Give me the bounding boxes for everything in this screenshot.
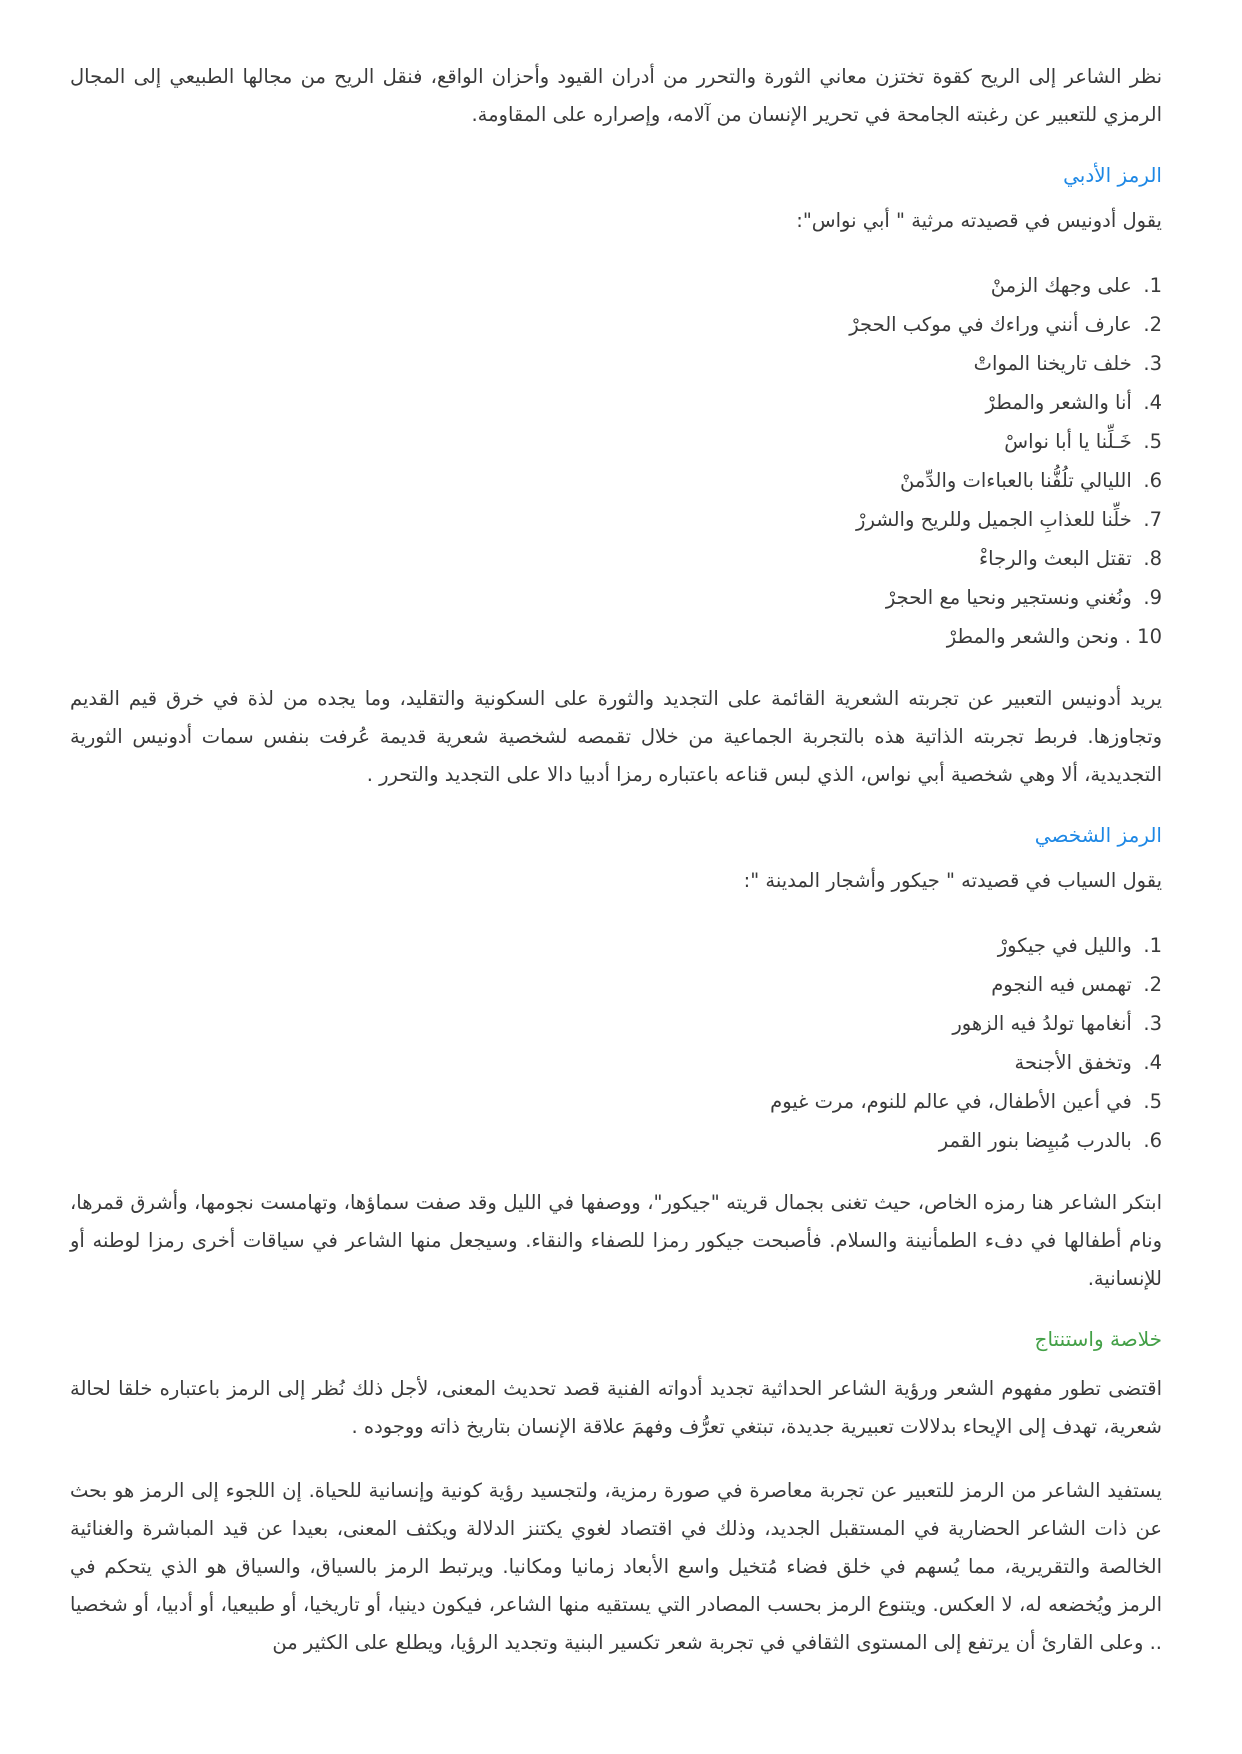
- line-number: 3.: [1143, 1012, 1162, 1035]
- line-text: أنغامها تولدُ فيه الزهور: [952, 1012, 1132, 1035]
- line-text: وتخفق الأجنحة: [1014, 1051, 1132, 1074]
- poem-line: [70, 422, 1162, 461]
- poem-sayyab-list: [70, 926, 1162, 1160]
- line-number: 6.: [1143, 1129, 1162, 1152]
- line-number: 1.: [1143, 934, 1162, 957]
- line-number: 2.: [1143, 973, 1162, 996]
- line-text: الليالي تلُفُّنا بالعباءات والدِّمنْ: [900, 469, 1132, 492]
- line-text: خَـلِّنا يا أبا نواسْ: [1004, 430, 1132, 453]
- poem-line: [70, 539, 1162, 578]
- paragraph-jaykur-analysis: ابتكر الشاعر هنا رمزه الخاص، حيث تغنى بجمال قريته "جيكور"، ووصفها في الليل وقد صفت سماؤها، وتهامست نجومها، وأشرق قمرها، ونام أطفالها في دفء الطمأنينة والسلام. فأصبحت جيكور رمزا للصفاء والنقاء. وسيجعل منها الشاعر في سياقات أخرى رمزا لوطنه أو للإنسانية.: [70, 1191, 1162, 1290]
- heading-conclusion: خلاصة واستنتاج: [1034, 1327, 1162, 1351]
- line-text: خلف تاريخنا المواتْ: [973, 352, 1132, 375]
- line-text: تهمس فيه النجوم: [991, 973, 1132, 996]
- line-number: 2.: [1143, 313, 1162, 336]
- poem-line: [70, 266, 1162, 305]
- line-text: والليل في جيكورْ: [997, 934, 1132, 957]
- poem-line: [70, 461, 1162, 500]
- poem-line: [70, 344, 1162, 383]
- line-number: 1.: [1143, 274, 1162, 297]
- line-number: 4.: [1143, 1051, 1162, 1074]
- line-text: ونُغني ونستجير ونحيا مع الحجرْ: [885, 586, 1132, 609]
- line-text: عارف أنني وراءك في موكب الحجرْ: [849, 313, 1132, 336]
- line-number: 5.: [1143, 430, 1162, 453]
- line-number: 5.: [1143, 1090, 1162, 1113]
- line-number: 3.: [1143, 352, 1162, 375]
- line-text: في أعين الأطفال، في عالم للنوم، مرت غيوم: [770, 1090, 1132, 1113]
- poem-line: [70, 1082, 1162, 1121]
- intro-sayyab-poem: يقول السياب في قصيدته " جيكور وأشجار المدينة ":: [743, 869, 1162, 892]
- line-number: 8.: [1143, 547, 1162, 570]
- heading-personal-symbol: الرمز الشخصي: [1034, 823, 1162, 847]
- paragraph-wind-symbol: نظر الشاعر إلى الريح كقوة تختزن معاني الثورة والتحرر من أدران القيود وأحزان الواقع، فنقل الريح من مجالها الطبيعي إلى المجال الرمزي للتعبير عن رغبته الجامحة في تحرير الإنسان من آلامه، وإصراره على المقاومة.: [70, 65, 1162, 126]
- line-text: أنا والشعر والمطرْ: [985, 391, 1132, 414]
- intro-adonis-poem: يقول أدونيس في قصيدته مرثية " أبي نواس":: [796, 209, 1162, 232]
- paragraph-conclusion-1: اقتضى تطور مفهوم الشعر ورؤية الشاعر الحداثية تجديد أدواته الفنية قصد تحديث المعنى، لأجل ذلك نُظر إلى الرمز باعتباره خلقا لحالة شعرية، تهدف إلى الإيحاء بدلالات تعبيرية جديدة، تبتغي تعرُّف وفهمَ علاقة الإنسان بتاريخ ذاته ووجوده .: [70, 1377, 1162, 1438]
- poem-line: [70, 617, 1162, 656]
- line-number: 6.: [1143, 469, 1162, 492]
- poem-line: [70, 500, 1162, 539]
- line-text: خلِّنا للعذابِ الجميل وللريح والشررْ: [856, 508, 1132, 531]
- line-text: على وجهك الزمنْ: [990, 274, 1132, 297]
- line-text: بالدرب مُبيِضا بنور القمر: [938, 1129, 1132, 1152]
- paragraph-conclusion-2: يستفيد الشاعر من الرمز للتعبير عن تجربة معاصرة في صورة رمزية، ولتجسيد رؤية كونية وإنسانية للحياة. إن اللجوء إلى الرمز هو بحث عن ذات الشاعر الحضارية في المستقبل الجديد، وذلك في اقتصاد لغوي يكتنز الدلالة ويكثف المعنى، بعيدا عن قيد المباشرة والغنائية الخالصة والتقريرية، مما يُسهم في خلق فضاء مُتخيل واسع الأبعاد زمانيا ومكانيا. ويرتبط الرمز بالسياق، والسياق هو الذي يتحكم في الرمز ويُخضعه له، لا العكس. ويتنوع الرمز بحسب المصادر التي يستقيه منها الشاعر، فيكون دينيا، أو تاريخيا، أو طبيعيا، أو أدبيا، أو شخصيا .. وعلى القارئ أن يرتفع إلى المستوى الثقافي في تجربة شعر تكسير البنية وتجديد الرؤيا، ويطلع على الكثير من: [70, 1479, 1162, 1654]
- poem-line: [70, 1121, 1162, 1160]
- line-text: ونحن والشعر والمطرْ: [946, 625, 1119, 648]
- line-text: تقتل البعث والرجاءْ: [978, 547, 1132, 570]
- paragraph-adonis-analysis: يريد أدونيس التعبير عن تجربته الشعرية القائمة على التجديد والثورة على السكونية والتقليد، وما يجده من لذة في خرق قيم القديم وتجاوزها. فربط تجربته الذاتية هذه بالتجربة الجماعية من خلال تقمصه لشخصية شعرية قديمة عُرفت بنفس سمات أدونيس الثورية التجديدية، ألا وهي شخصية أبي نواس، الذي لبس قناعه باعتباره رمزا أدبيا دالا على التجديد والتحرر .: [70, 687, 1162, 786]
- line-number: 10 .: [1124, 625, 1162, 648]
- poem-line: [70, 578, 1162, 617]
- poem-line: [70, 1043, 1162, 1082]
- poem-line: [70, 383, 1162, 422]
- poem-line: [70, 965, 1162, 1004]
- heading-literary-symbol: الرمز الأدبي: [1063, 163, 1162, 187]
- poem-line: [70, 926, 1162, 965]
- line-number: 7.: [1143, 508, 1162, 531]
- line-number: 9.: [1143, 586, 1162, 609]
- poem-line: [70, 1004, 1162, 1043]
- poem-adonis-list: [70, 266, 1162, 656]
- line-number: 4.: [1143, 391, 1162, 414]
- poem-line: [70, 305, 1162, 344]
